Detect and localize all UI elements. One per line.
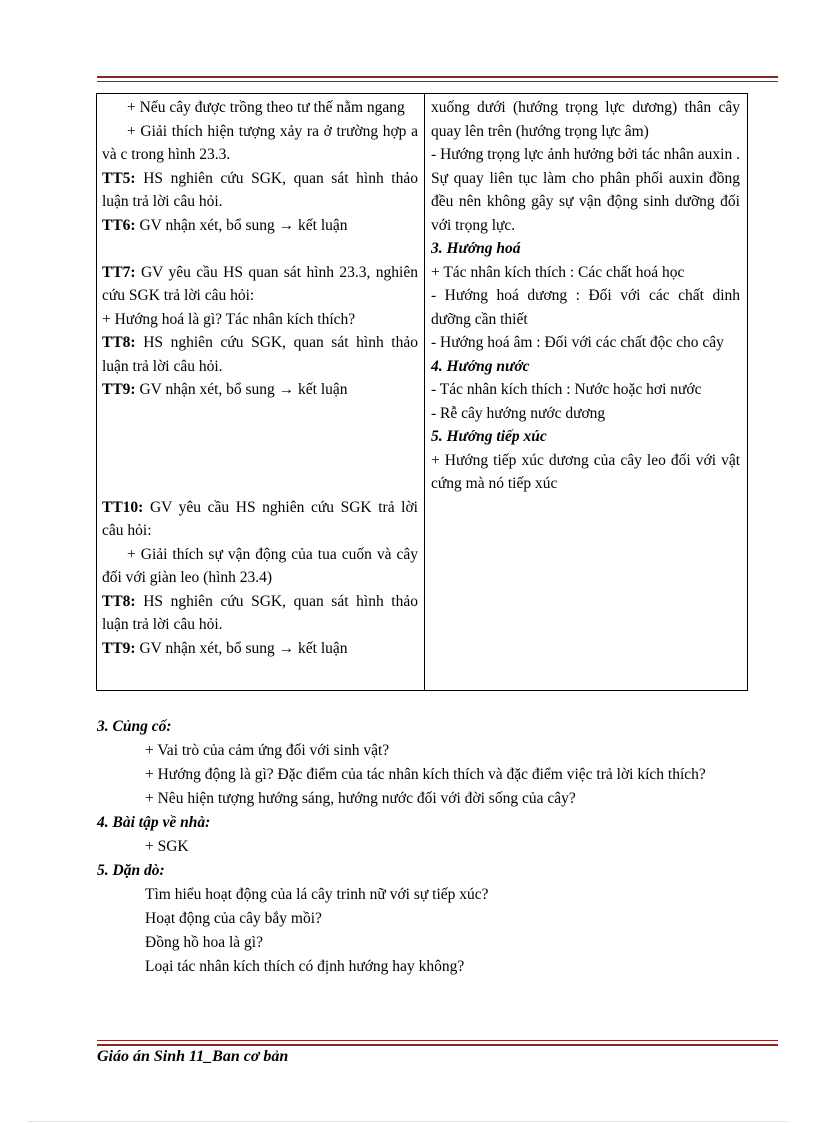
left-line: TT7: GV yêu cầu HS quan sát hình 23.3, nghiên cứu SGK trả lời câu hỏi: [102,263,418,304]
left-line: TT8: HS nghiên cứu SGK, quan sát hình thảo luận trả lời câu hỏi. [102,334,418,375]
left-line: + Giải thích sự vận động của tua cuốn và cây đối với giàn leo (hình 23.4) [102,545,418,586]
section-heading: 4. Hướng nước [431,357,530,375]
left-line: + Nếu cây được trồng theo tư thế nằm ngang [127,99,405,116]
table-right-column [431,96,740,496]
section-heading: 3. Hướng hoá [431,240,521,257]
right-line: - Hướng hoá âm : Đối với các chất độc cho cây [431,334,724,351]
list-item: Loại tác nhân kích thích có định hướng hay không? [145,958,465,975]
list-item: Đồng hồ hoa là gì? [145,934,263,951]
left-line: TT5: HS nghiên cứu SGK, quan sát hình thảo luận trả lời câu hỏi. [102,169,418,210]
list-item: + Nêu hiện tượng hướng sáng, hướng nước đối với đời sống của cây? [145,790,576,807]
section-heading: 5. Dặn dò: [97,862,165,879]
table-left-column [102,96,418,660]
footer-rule [97,1044,778,1046]
right-line: - Tác nhân kích thích : Nước hoặc hơi nước [431,381,702,398]
left-line: + Giải thích hiện tượng xảy ra ở trường hợp a và c trong hình 23.3. [102,122,418,163]
right-line: xuống dưới (hướng trọng lực dương) thân cây quay lên trên (hướng trọng lực âm) [431,99,740,140]
header-rule-thin [97,81,778,82]
section-heading: 4. Bài tập về nhà: [97,814,211,831]
left-line: TT9: GV nhận xét, bổ sung → kết luận [102,639,348,657]
right-line: - Rễ cây hướng nước dương [431,404,606,422]
list-item: + SGK [145,838,189,855]
left-line: TT8: HS nghiên cứu SGK, quan sát hình thảo luận trả lời câu hỏi. [102,592,418,633]
section-heading: 5. Hướng tiếp xúc [431,428,547,445]
right-line: - Hướng hoá dương : Đối với các chất dinh dưỡng cần thiết [431,287,740,328]
left-line: TT10: GV yêu cầu HS nghiên cứu SGK trả lời câu hỏi: [102,498,418,539]
footer-rule-thin [97,1040,778,1041]
table-column-divider [424,93,425,691]
page-edge [28,1121,788,1122]
left-line: TT9: GV nhận xét, bổ sung → kết luận [102,381,348,398]
page-footer: Giáo án Sinh 11_Ban cơ bản [97,1048,289,1065]
left-line: TT6: GV nhận xét, bổ sung → kết luận [102,216,348,234]
left-line: + Hướng hoá là gì? Tác nhân kích thích? [102,310,356,328]
list-item: Tìm hiểu hoạt động của lá cây trinh nữ với sự tiếp xúc? [145,886,489,903]
right-line: + Hướng tiếp xúc dương của cây leo đối với vật cứng mà nó tiếp xúc [431,451,740,492]
list-item: + Vai trò của cảm ứng đối với sinh vật? [145,742,390,759]
right-line: - Hướng trọng lực ảnh hưởng bởi tác nhân auxin . Sự quay liên tục làm cho phân phối auxin đồng đều nên không gây sự vận động sinh dưỡng đối với trọng lực. [431,146,740,234]
section-heading: 3. Củng cố: [97,718,172,735]
right-line: + Tác nhân kích thích : Các chất hoá học [431,263,685,281]
list-item: + Hướng động là gì? Đặc điểm của tác nhân kích thích và đặc điểm việc trả lời kích thích? [145,766,706,783]
lesson-sections [97,715,777,979]
list-item: Hoạt động của cây bắy mồi? [145,910,322,927]
header-rule [97,76,778,78]
